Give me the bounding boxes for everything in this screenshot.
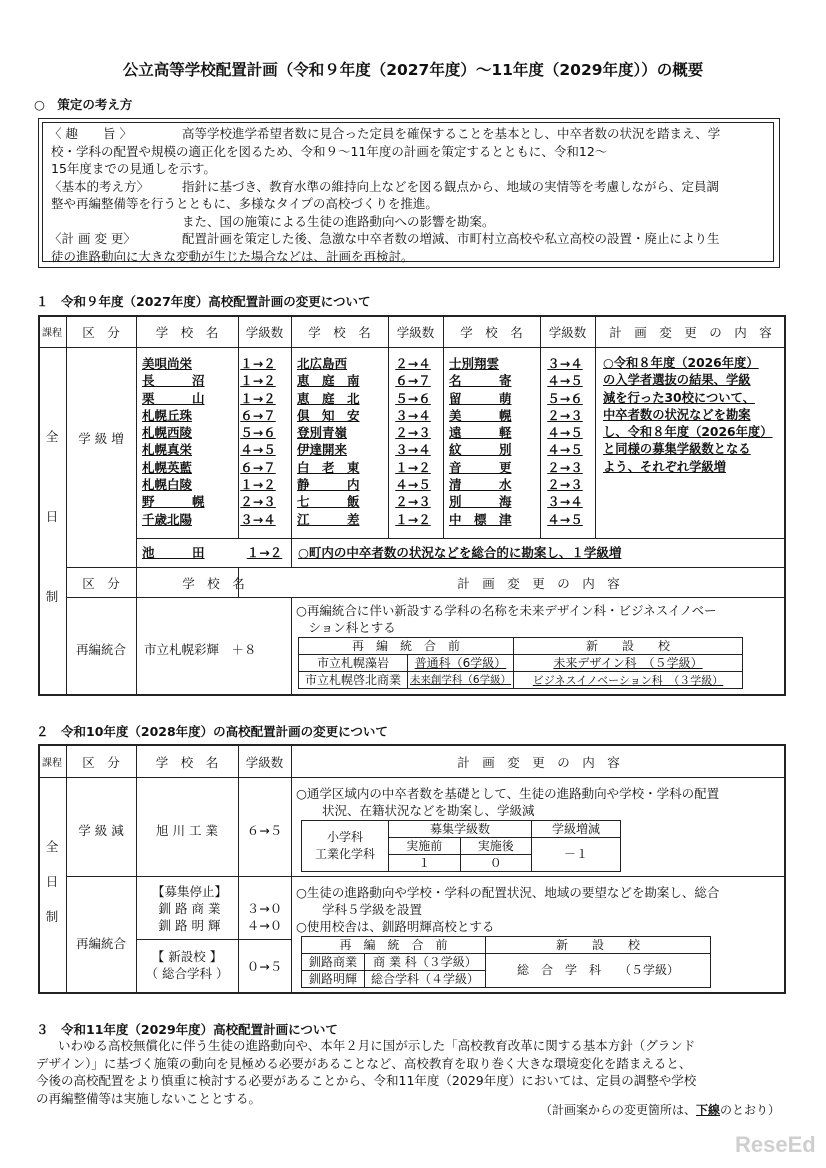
- decrease-table-cell: －１: [532, 838, 621, 872]
- reorg-table-cell: 市立札幌啓北商業: [299, 672, 408, 689]
- school-grade: １→２: [240, 477, 276, 493]
- kate-sei: 制: [45, 589, 59, 604]
- school-row: [449, 493, 592, 510]
- school-row: [297, 390, 440, 407]
- reorg2-table: [301, 936, 711, 988]
- basic-label: 〈基本的考え方〉: [49, 178, 150, 194]
- reorg-text-2: ション科とする: [296, 620, 396, 635]
- school-name: 長 沼: [142, 373, 205, 389]
- school-row: [297, 372, 440, 389]
- increase-content-line: 中卒者数の状況などを勘案: [603, 407, 751, 422]
- school-grade: ３→４: [240, 511, 276, 527]
- school-row: [297, 441, 440, 458]
- header-grade-4: 学級数: [245, 755, 284, 770]
- stop-label: 【募集停止】: [151, 884, 227, 899]
- stop-school: 釧 路 明 輝: [158, 918, 221, 933]
- note: [540, 1101, 780, 1118]
- school-column-2: [297, 355, 440, 528]
- reorg-table-cell: 普通科（6学級）: [408, 655, 514, 672]
- decrease-table: [301, 820, 621, 872]
- school-grade: ２→３: [547, 407, 583, 423]
- stop-grade: ４→０: [246, 918, 283, 933]
- school-name: 札幌英藍: [142, 459, 193, 475]
- reorg2-table-h1: 再 編 統 合 前: [302, 937, 486, 954]
- school-grade: ５→６: [240, 425, 276, 441]
- header-kubun-2: 区 分: [82, 576, 120, 591]
- school-name: 恵 庭 北: [297, 390, 360, 406]
- school-grade: ２→３: [547, 459, 583, 475]
- basic-text: 指針に基づき、教育水準の維持向上などを図る観点から、地域の実情等を考慮しながら、定員調: [182, 178, 720, 194]
- school-name: 静 内: [297, 477, 360, 493]
- header-grade-1: 学級数: [245, 325, 284, 340]
- school-name: 札幌白陵: [142, 477, 193, 493]
- school-name: 名 寄: [449, 373, 512, 389]
- school-row: [449, 424, 592, 441]
- decrease-table-h: 小学科: [302, 821, 389, 855]
- school-row: [449, 459, 592, 476]
- header-school-4: 学 校 名: [182, 576, 245, 591]
- section3-heading: ３ 令和11年度（2029年度）高校配置計画について: [36, 1022, 338, 1037]
- school-row: [142, 476, 288, 493]
- school-grade: ５→６: [395, 390, 431, 406]
- purpose-text: 高等学校進学希望者数に見合った定員を確保することを基本とし、中卒者数の状況を踏まえ、学: [182, 126, 721, 141]
- header-content-3: 計 画 変 更 の 内 容: [457, 755, 620, 770]
- school-grade: ２→４: [395, 356, 431, 371]
- header-school-3: 学 校 名: [460, 325, 523, 340]
- school-name: 千歳北陽: [142, 511, 193, 527]
- reorg2-table-cell: 釧路明輝: [302, 971, 365, 988]
- increase-content-line: 減を行った30校について、: [603, 390, 755, 405]
- reorg2-table-cell: 釧路商業: [302, 954, 365, 971]
- page-title: 公立高等学校配置計画（令和９年度（2027年度）～11年度（2029年度））の概要: [122, 61, 704, 79]
- change-text: 配置計画を策定した後、急激な中卒者数の増減、市町村立高校や私立高校の設置・廃止により生: [182, 231, 720, 246]
- decrease-table-cell: １: [389, 855, 461, 872]
- increase-content-line: ○令和８年度（2026年度）: [603, 356, 759, 370]
- school-row: [297, 424, 440, 441]
- header-school-5: 学 校 名: [155, 755, 219, 770]
- school-row: [449, 390, 592, 407]
- school-name: 栗 山: [142, 390, 205, 406]
- school-grade: ３→４: [395, 407, 431, 423]
- note-underline: 下線: [696, 1103, 721, 1117]
- change-text-2: 徒の進路動向に大きな変動が生じた場合などは、計画を再検討。: [51, 248, 414, 264]
- school-row: [297, 511, 440, 528]
- school-grade: ２→３: [240, 494, 276, 510]
- new-school-label: 【 新設校 】: [151, 949, 223, 964]
- reorg-table-cell: 市立札幌藻岩: [299, 655, 408, 672]
- school-grade: ４→５: [547, 511, 583, 527]
- school-name: 美唄尚栄: [142, 356, 193, 371]
- school-grade: ６→７: [395, 373, 431, 389]
- kate-nichi-2: 日: [45, 874, 59, 889]
- increase-content-line: と同様の募集学級数となる: [603, 442, 751, 457]
- header-kate: 課程: [42, 328, 62, 339]
- school-row: [142, 511, 288, 528]
- header-kubun: 区 分: [82, 325, 120, 340]
- school-name: 別 海: [449, 494, 512, 510]
- reorg2-table-new: 総 合 学 科 （５学級）: [486, 954, 711, 988]
- school-grade: ２→３: [395, 494, 431, 510]
- school-row: [449, 511, 592, 528]
- school-name: 伊達開来: [297, 442, 348, 458]
- school-grade: ６→７: [240, 459, 276, 475]
- header-kubun-3: 区 分: [82, 755, 120, 770]
- school-grade: ４→５: [547, 442, 583, 458]
- section3-text-4: の再編整備等は実施しないこととする。: [36, 1090, 262, 1106]
- increase-content-line: し、令和８年度（2026年度）: [603, 425, 773, 440]
- reorg-table-cell: 未来デザイン科 （５学級）: [514, 655, 743, 672]
- decrease-table-sub: 実施前: [389, 838, 461, 855]
- new-grade: ０→５: [246, 959, 283, 974]
- ikeda-grade: １→２: [246, 545, 283, 560]
- school-grade: ３→４: [547, 356, 583, 371]
- school-name: 音 更: [449, 459, 512, 475]
- reorg-table-cell: 未来創学科（6学級）: [408, 672, 514, 689]
- header-grade-3: 学級数: [548, 325, 587, 340]
- school-grade: ３→４: [547, 494, 583, 510]
- school-grade: ４→５: [240, 442, 276, 458]
- school-row: [449, 355, 592, 372]
- reorg2-table-cell: 商 業 科（３学級）: [365, 954, 486, 971]
- school-name: 中 標 津: [449, 511, 512, 527]
- purpose-label: 〈 趣 旨 〉: [49, 126, 132, 141]
- school-row: [142, 372, 288, 389]
- reorg-table-h1: 再 編 統 合 前: [299, 638, 514, 655]
- school-grade: １→２: [395, 459, 431, 475]
- stop-grade: ３→０: [246, 901, 283, 916]
- header-grade-2: 学級数: [396, 325, 435, 340]
- school-name: 士別翔雲: [449, 356, 500, 371]
- school-name: 札幌西陵: [142, 425, 193, 441]
- school-grade: ６→７: [240, 407, 276, 423]
- school-row: [142, 493, 288, 510]
- school-grade: １→２: [240, 356, 276, 371]
- school-grade: ５→６: [547, 390, 583, 406]
- school-grade: １→２: [240, 390, 276, 406]
- school-column-1: [142, 355, 288, 528]
- school-row: [297, 476, 440, 493]
- reorg2-text-3: ○使用校舎は、釧路明輝高校とする: [296, 919, 495, 934]
- reorg-label: 再編統合: [75, 642, 126, 657]
- school-grade: ４→５: [547, 425, 583, 441]
- school-grade: ２→３: [547, 477, 583, 493]
- school-name: 清 水: [449, 477, 512, 493]
- school-name: 登別青嶺: [297, 425, 348, 441]
- new-school-type: （ 総合学科 ）: [145, 966, 229, 981]
- reorg2-label: 再編統合: [75, 936, 126, 951]
- school-name: 倶 知 安: [297, 407, 360, 423]
- reorg2-text-2: 学科５学級を設置: [322, 902, 423, 917]
- school-name: 恵 庭 南: [297, 373, 360, 389]
- decrease-text-1: ○通学区域内の中卒者数を基礎として、生徒の進路動向や学校・学科の配置: [296, 786, 720, 801]
- school-name: 野 幌: [142, 494, 205, 510]
- reorg2-table-cell: 総合学科（４学級）: [365, 971, 486, 988]
- school-row: [449, 407, 592, 424]
- ikeda-content: ○町内の中卒者数の状況などを総合的に勘案し、１学級増: [298, 545, 622, 560]
- reorg2-text-1: ○生徒の進路動向や学校・学科の配置状況、地域の要望などを勘案し、総合: [296, 885, 720, 900]
- school-row: [142, 424, 288, 441]
- reorg-table-cell: ビジネスイノベーション科 （３学級）: [514, 672, 743, 689]
- school-grade: １→２: [395, 511, 431, 527]
- school-name: 七 飯: [297, 494, 360, 510]
- reorg-text-1: ○再編統合に伴い新設する学科の名称を未来デザイン科・ビジネスイノベー: [296, 603, 717, 618]
- section3-text-2: デザイン）」に基づく施策の動向を見極める必要があることなど、高校教育を取り巻く大きな環境変化を踏まえると、: [36, 1055, 692, 1071]
- section3-text-3: 今後の高校配置をより慎重に検討する必要があることから、令和11年度（2029年度）においては、定員の調整や学校: [36, 1073, 697, 1088]
- change-label: 〈計 画 変 更〉: [49, 231, 136, 246]
- school-name: 札幌丘珠: [142, 407, 193, 423]
- section2-table: [38, 744, 786, 994]
- reorg-school: 市立札幌彩輝 ＋８: [144, 642, 257, 657]
- watermark-logo: ReseEd: [735, 1132, 816, 1157]
- school-row: [142, 355, 288, 372]
- school-row: [142, 407, 288, 424]
- basic-text-2: 整や再編整備等を行うとともに、多様なタイプの高校づくりを推進。: [51, 196, 438, 211]
- school-row: [142, 459, 288, 476]
- school-name: 白 老 東: [297, 459, 360, 475]
- school-row: [297, 407, 440, 424]
- section1-heading: １ 令和９年度（2027年度）高校配置計画の変更について: [36, 294, 371, 309]
- basic-text-3: また、国の施策による生徒の進路動向への影響を勘案。: [182, 213, 495, 229]
- school-row: [297, 459, 440, 476]
- policy-box: [38, 118, 780, 268]
- header-content: 計 画 変 更 の 内 容: [609, 325, 772, 340]
- school-row: [142, 441, 288, 458]
- reorg-table: [298, 637, 743, 689]
- decrease-table-sub: 実施後: [460, 838, 532, 855]
- school-name: 紋 別: [449, 442, 512, 458]
- school-row: [449, 372, 592, 389]
- school-row: [142, 390, 288, 407]
- school-name: 美 幌: [449, 407, 512, 423]
- school-row: [449, 441, 592, 458]
- note-pre: （計画案からの変更箇所は、: [540, 1103, 697, 1117]
- ikeda-school: 池 田: [142, 545, 205, 560]
- section2-heading: ２ 令和10年度（2028年度）の高校配置計画の変更について: [36, 724, 388, 739]
- kate-zen: 全: [45, 429, 59, 444]
- header-content-2: 計 画 変 更 の 内 容: [457, 576, 620, 591]
- school-grade: ２→３: [395, 425, 431, 441]
- purpose-text-3: 15年度までの見通しを示す。: [51, 161, 216, 176]
- purpose-text-2: 校・学科の配置や規模の適正化を図るため、令和９～11年度の計画を策定するとともに、令和12～: [51, 143, 608, 159]
- section1-table: [38, 315, 786, 696]
- increase-label: 学 級 増: [78, 431, 124, 446]
- decrease-table-cell: 工業化学科: [302, 847, 389, 864]
- school-grade: ３→４: [395, 442, 431, 458]
- kate-sei-2: 制: [45, 909, 59, 924]
- school-grade: １→２: [240, 373, 276, 389]
- reorg2-table-h2: 新 設 校: [486, 937, 711, 954]
- note-post: のとおり）: [720, 1103, 781, 1117]
- school-name: 留 萌: [449, 390, 512, 406]
- decrease-school: 旭 川 工 業: [156, 823, 218, 838]
- section3-text-1: いわゆる高校無償化に伴う生徒の進路動向や、本年２月に国が示した「高校教育改革に関する基本方針（グランド: [58, 1038, 696, 1053]
- school-name: 北広島西: [297, 356, 348, 371]
- increase-content-line: の入学者選抜の結果、学級: [603, 373, 751, 388]
- school-row: [449, 476, 592, 493]
- school-row: [297, 493, 440, 510]
- decrease-table-cell: ０: [460, 855, 532, 872]
- school-row: [297, 355, 440, 372]
- school-column-3: [449, 355, 592, 528]
- kate-zen-2: 全: [45, 839, 59, 854]
- increase-content: [603, 355, 783, 476]
- policy-heading: ○ 策定の考え方: [34, 97, 133, 112]
- decrease-table-h: 募集学級数: [389, 821, 532, 838]
- header-kate-2: 課程: [42, 758, 62, 769]
- decrease-table-h: 学級増減: [532, 821, 621, 838]
- increase-content-line: よう、それぞれ学級増: [603, 459, 726, 474]
- school-grade: ４→５: [547, 373, 583, 389]
- reorg-table-h2: 新 設 校: [514, 638, 743, 655]
- decrease-text-2: 状況、在籍状況などを勘案し、学級減: [322, 803, 535, 818]
- school-name: 江 差: [297, 511, 360, 527]
- school-grade: ４→５: [395, 477, 431, 493]
- decrease-grade: ６→５: [246, 823, 283, 838]
- kate-nichi: 日: [45, 509, 59, 524]
- school-name: 遠 軽: [449, 425, 512, 441]
- school-name: 札幌真栄: [142, 442, 193, 458]
- header-school-1: 学 校 名: [155, 325, 219, 340]
- stop-school: 釧 路 商 業: [158, 901, 221, 916]
- header-school-2: 学 校 名: [308, 325, 371, 340]
- decrease-label: 学 級 減: [78, 823, 124, 838]
